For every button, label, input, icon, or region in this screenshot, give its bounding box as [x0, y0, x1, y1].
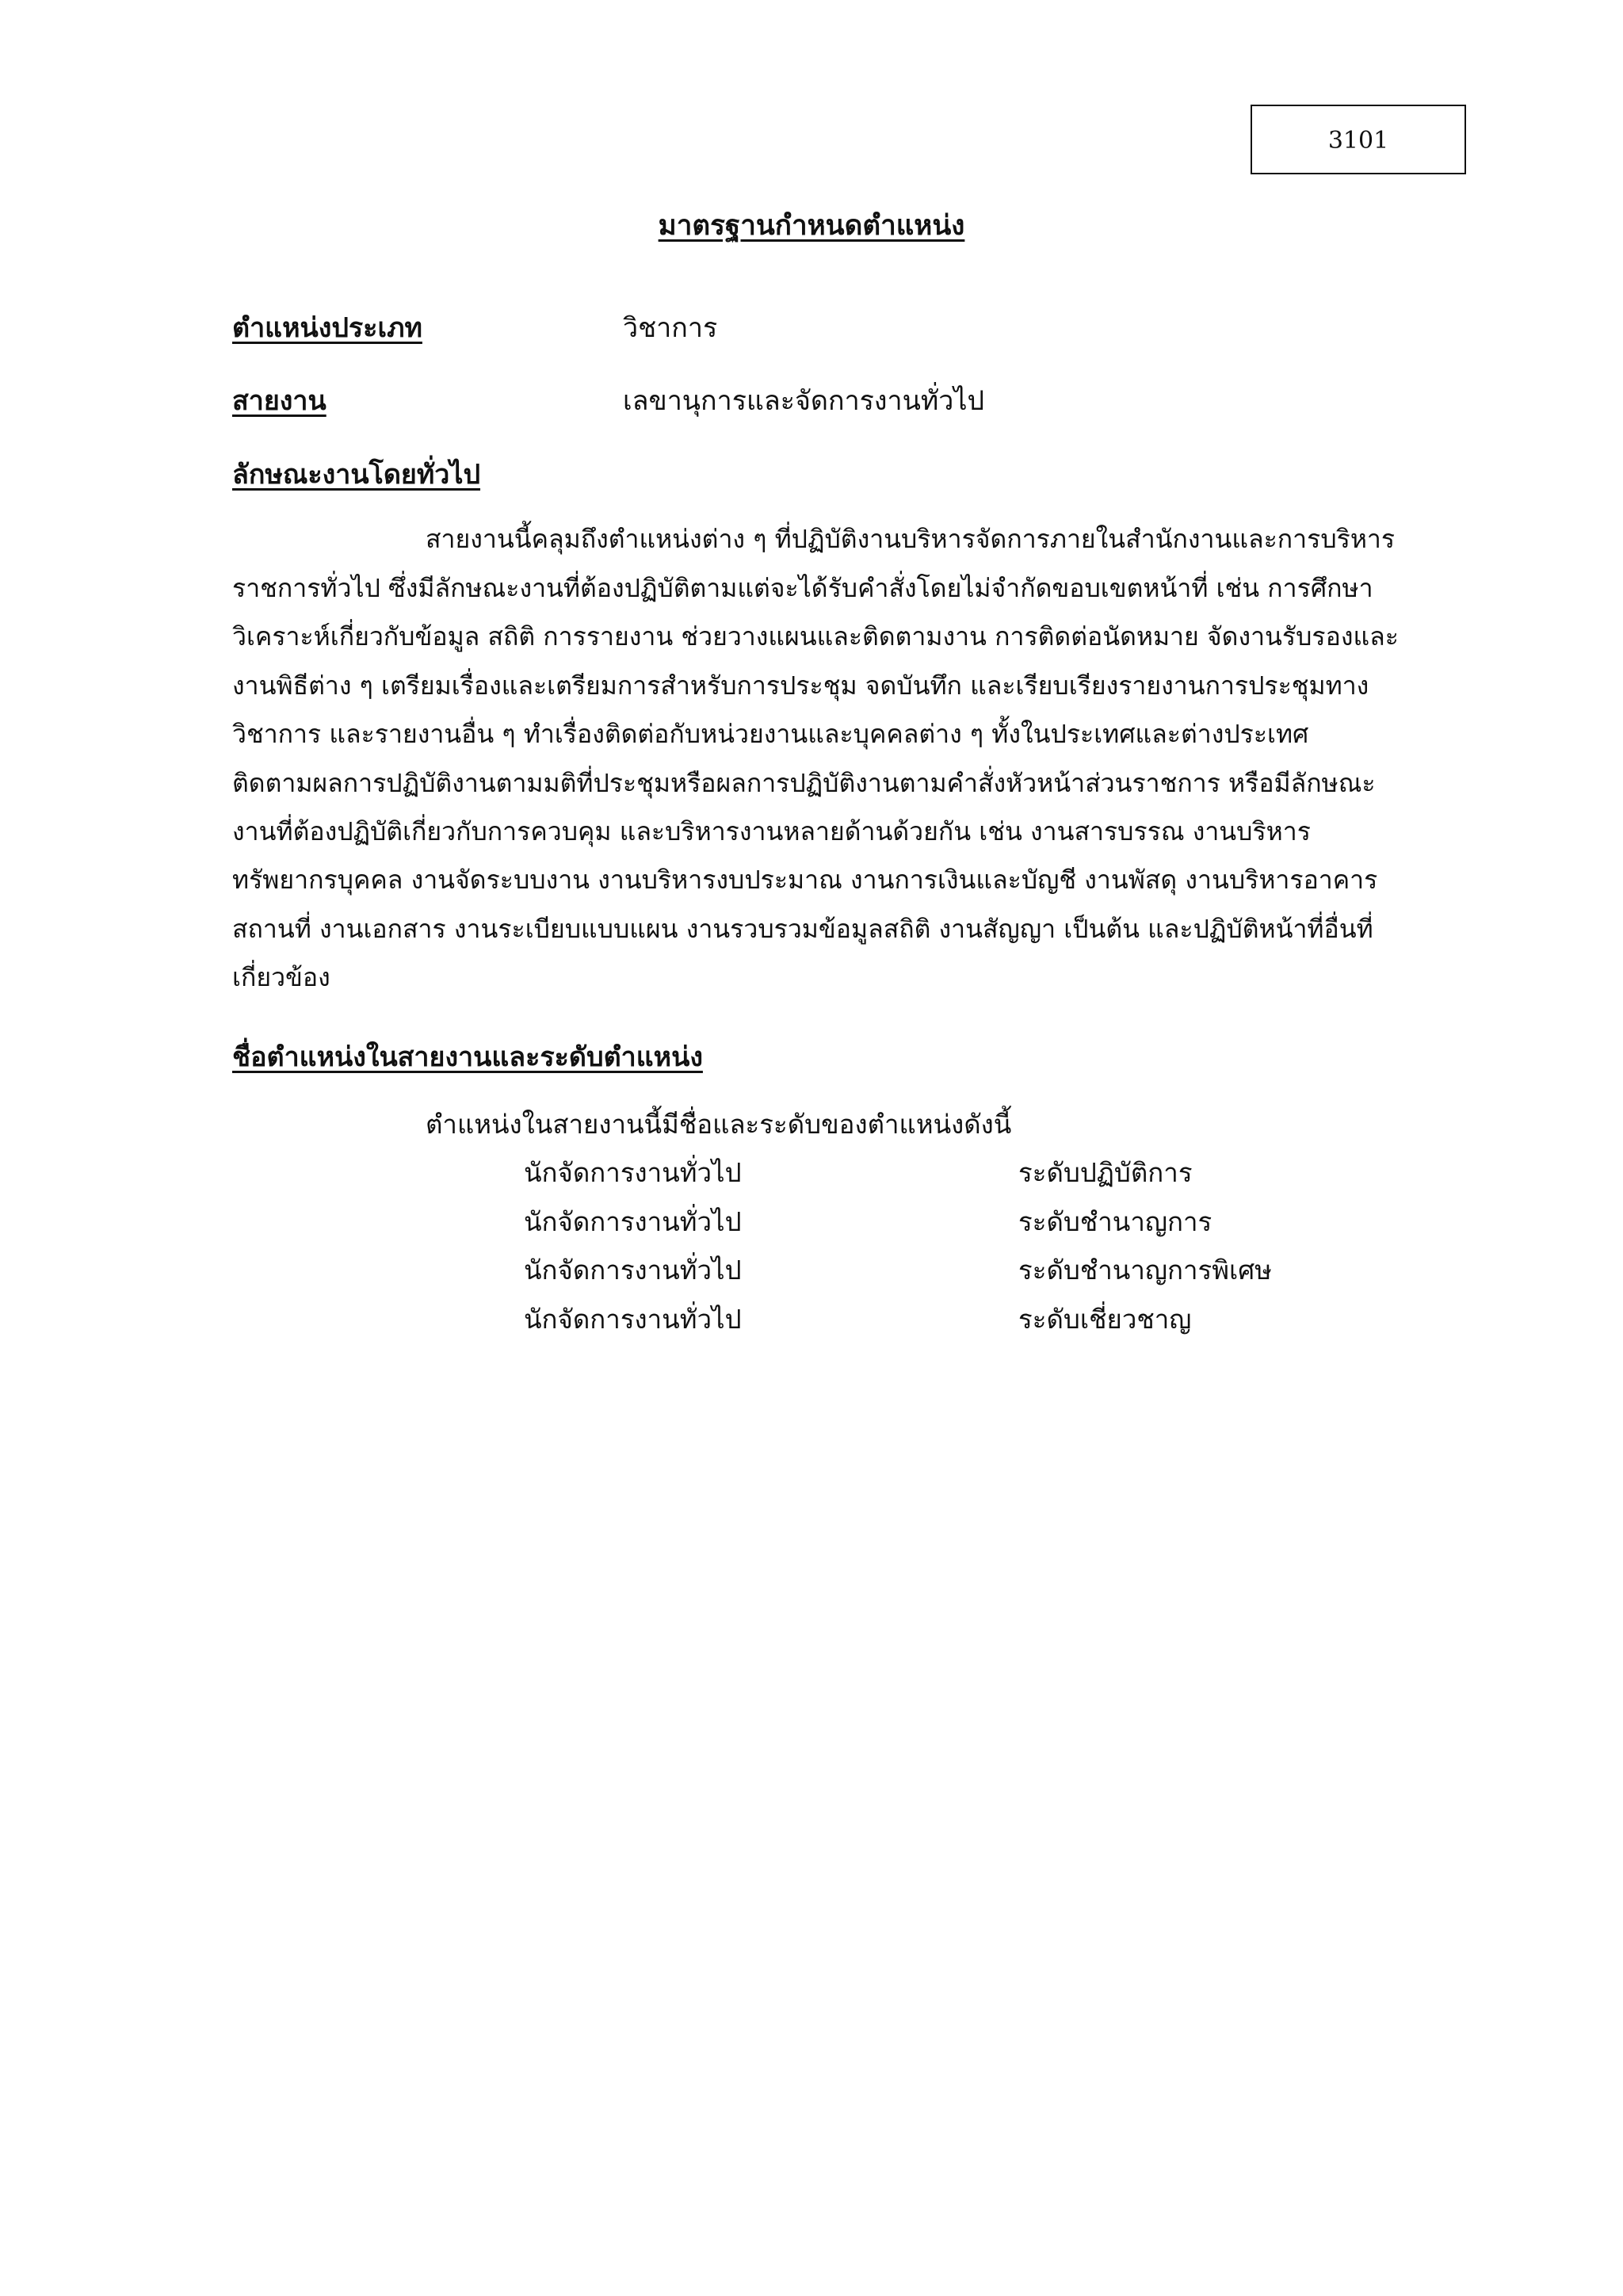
document-title: มาตรฐานกำหนดตำแหน่ง [658, 210, 965, 242]
paragraph-line: เกี่ยวข้อง [232, 962, 330, 992]
position-name: นักจัดการงานทั่วไป [524, 1206, 742, 1237]
document-code-box [1251, 105, 1466, 174]
positions-heading: ชื่อตำแหน่งในสายงานและระดับตำแหน่ง [232, 1041, 703, 1073]
paragraph-line: วิเคราะห์เกี่ยวกับข้อมูล สถิติ การรายงาน ช่วยวางแผนและติดตามงาน การติดต่อนัดหมาย จัดงานรับรองและ [232, 621, 1399, 651]
position-type-label: ตำแหน่งประเภท [232, 312, 422, 344]
position-name: นักจัดการงานทั่วไป [524, 1157, 742, 1188]
position-name: นักจัดการงานทั่วไป [524, 1304, 742, 1335]
positions-intro: ตำแหน่งในสายงานนี้มีชื่อและระดับของตำแหน่งดังนี้ [426, 1109, 1012, 1140]
position-level: ระดับชำนาญการพิเศษ [1018, 1255, 1272, 1286]
position-level: ระดับเชี่ยวชาญ [1018, 1304, 1192, 1335]
paragraph-line: งานที่ต้องปฏิบัติเกี่ยวกับการควบคุม และบริหารงานหลายด้านด้วยกัน เช่น งานสารบรรณ งานบริหาร [232, 816, 1311, 846]
paragraph-line: งานพิธีต่าง ๆ เตรียมเรื่องและเตรียมการสำหรับการประชุม จดบันทึก และเรียบเรียงรายงานการประชุมทาง [232, 670, 1369, 701]
position-name: นักจัดการงานทั่วไป [524, 1255, 742, 1286]
paragraph-line: วิชาการ และรายงานอื่น ๆ ทำเรื่องติดต่อกับหน่วยงานและบุคคลต่าง ๆ ทั้งในประเทศและต่างประเทศ [232, 719, 1309, 749]
paragraph-line: ติดตามผลการปฏิบัติงานตามมติที่ประชุมหรือผลการปฏิบัติงานตามคำสั่งหัวหน้าส่วนราชการ หรือมีลักษณะ [232, 768, 1376, 798]
general-nature-heading: ลักษณะงานโดยทั่วไป [232, 459, 481, 491]
job-line-label: สายงาน [232, 385, 327, 417]
paragraph-line: ราชการทั่วไป ซึ่งมีลักษณะงานที่ต้องปฏิบัติตามแต่จะได้รับคำสั่งโดยไม่จำกัดขอบเขตหน้าที่ เช่น การศึกษา [232, 573, 1373, 603]
paragraph-line: ทรัพยากรบุคคล งานจัดระบบงาน งานบริหารงบประมาณ งานการเงินและบัญชี งานพัสดุ งานบริหารอาคาร [232, 865, 1378, 895]
document-code: 3101 [1327, 127, 1389, 155]
position-type-value: วิชาการ [623, 312, 718, 344]
paragraph-line: สายงานนี้คลุมถึงตำแหน่งต่าง ๆ ที่ปฏิบัติงานบริหารจัดการภายในสำนักงานและการบริหาร [426, 524, 1396, 554]
job-line-value: เลขานุการและจัดการงานทั่วไป [623, 385, 985, 417]
paragraph-line: สถานที่ งานเอกสาร งานระเบียบแบบแผน งานรวบรวมข้อมูลสถิติ งานสัญญา เป็นต้น และปฏิบัติหน้าที่อื่นที่ [232, 914, 1373, 944]
position-level: ระดับปฏิบัติการ [1018, 1157, 1193, 1188]
position-level: ระดับชำนาญการ [1018, 1206, 1212, 1237]
